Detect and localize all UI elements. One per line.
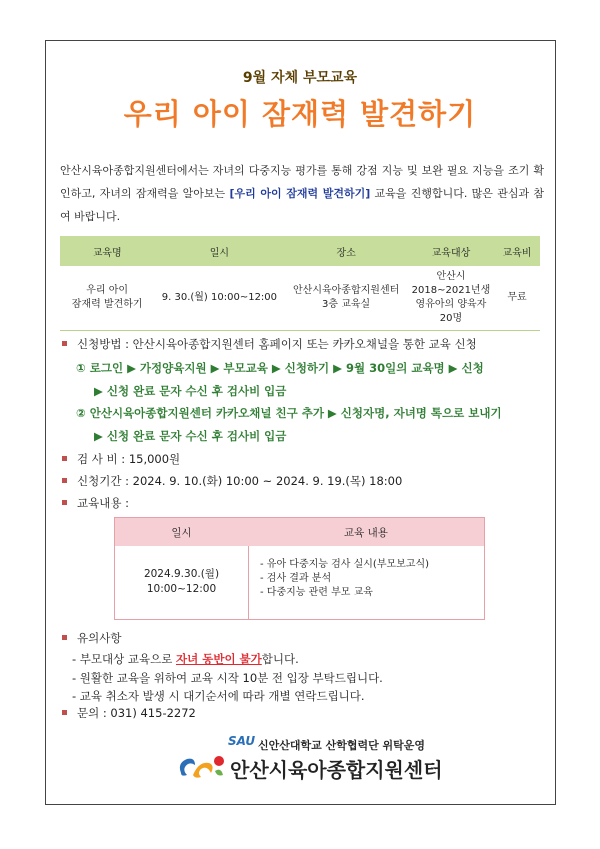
step1-line2: ▶ 신청 완료 문자 수신 후 검사비 입금: [94, 384, 287, 398]
col-header-fee: 교육비: [494, 236, 540, 266]
note-1-text: - 부모대상 교육으로: [72, 652, 176, 666]
event-subtitle: 9월 자체 부모교육: [242, 70, 358, 86]
table-row: [60, 266, 540, 331]
overview-table: [60, 236, 540, 331]
content-header-date: 일시: [171, 527, 192, 539]
col-header-place: 장소: [284, 236, 407, 266]
operator-text: 신안산대학교 산학협력단 위탁운영: [258, 739, 426, 752]
intro-text-1: 안산시육아종합지원센터에서는 자녀의 다중지능 평가를 통해 강점 지능 및 보완 필요 지능을 조기 확인하고, 자녀의 잠재력을 알아보는: [60, 164, 544, 200]
list-item: - 검사 결과 분석: [260, 573, 332, 584]
place-line: 안산시육아종합지원센터: [293, 285, 400, 296]
intro-highlight: [우리 아이 잠재력 발견하기]: [229, 187, 371, 200]
cell-target: [408, 266, 494, 331]
notes-label: [62, 630, 121, 646]
content-date: [115, 567, 248, 597]
intro-paragraph: [60, 159, 544, 228]
bullet-icon: [62, 341, 67, 346]
center-logo-icon: [175, 751, 227, 781]
period-text: 신청기간 : 2024. 9. 10.(화) 10:00 ~ 2024. 9. 19.(목) 18:00: [77, 474, 403, 488]
period-line: [62, 473, 402, 489]
fee-line: [62, 451, 180, 467]
bullet-icon: [62, 456, 67, 461]
list-item: - 다중지능 관련 부모 교육: [260, 587, 373, 598]
time-line: 10:00~12:00: [146, 583, 217, 595]
target-line: 20명: [439, 313, 463, 324]
note-2: - 원활한 교육을 위하여 교육 시작 10분 전 입장 부탁드립니다.: [72, 671, 383, 685]
contact-line: [62, 705, 196, 721]
note-1: [72, 651, 299, 667]
col-header-name: 교육명: [60, 236, 154, 266]
content-label: [62, 495, 129, 511]
fee-text: 검 사 비 : 15,000원: [77, 452, 181, 466]
intro-text-2: 교육을 진행합니다. 많은 관심과 참여 바랍니다.: [60, 187, 544, 223]
apply-method-text: 신청방법 : 안산시육아종합지원센터 홈페이지 또는 카카오채널을 통한 교육 신청: [77, 337, 477, 351]
target-line: 안산시: [436, 271, 466, 282]
content-table: [114, 517, 485, 620]
bullet-icon: [62, 500, 67, 505]
step2-line2: ▶ 신청 완료 문자 수신 후 검사비 입금: [94, 429, 287, 443]
bullet-icon: [62, 635, 67, 640]
cell-fee: 무료: [494, 266, 540, 331]
note-3: - 교육 취소자 발생 시 대기순서에 따라 개별 연락드립니다.: [72, 689, 365, 703]
org-name: 안산시육아종합지원센터: [230, 758, 443, 782]
list-item: - 유아 다중지능 검사 실시(부모보고식): [260, 559, 430, 570]
cell-place: [284, 266, 407, 331]
step1-line1: ① 로그인 ▶ 가정양육지원 ▶ 부모교육 ▶ 신청하기 ▶ 9월 30일의 교육명 ▶ 신청: [76, 361, 484, 375]
col-header-target: 교육대상: [408, 236, 494, 266]
overview-header-row: [60, 236, 540, 266]
content-label-text: 교육내용 :: [77, 496, 129, 510]
event-title: 우리 아이 잠재력 발견하기: [123, 97, 477, 131]
target-line: 영유아의 양육자: [415, 299, 487, 310]
sau-logo-text: SAU: [228, 734, 256, 748]
name-line: 잠재력 발견하기: [71, 299, 143, 310]
step2-line1: ② 안산시육아종합지원센터 카카오채널 친구 추가 ▶ 신청자명, 자녀명 톡으로 보내기: [76, 406, 502, 420]
name-line: 우리 아이: [86, 285, 129, 296]
note-1-text-end: 합니다.: [261, 652, 299, 666]
date-line: 2024.9.30.(월): [143, 568, 220, 580]
notes-label-text: 유의사항: [77, 631, 122, 645]
place-line: 3층 교육실: [322, 299, 371, 310]
col-header-datetime: 일시: [154, 236, 284, 266]
bullet-icon: [62, 710, 67, 715]
bullet-icon: [62, 478, 67, 483]
apply-method: [62, 336, 477, 352]
cell-name: [60, 266, 154, 331]
content-list: [248, 558, 429, 600]
target-line: 2018~2021년생: [411, 285, 491, 296]
note-1-emphasis: 자녀 동반이 불가: [176, 652, 262, 666]
cell-datetime: 9. 30.(월) 10:00~12:00: [154, 266, 284, 331]
contact-text: 문의 : 031) 415-2272: [77, 706, 196, 720]
content-header-content: 교육 내용: [344, 527, 388, 539]
